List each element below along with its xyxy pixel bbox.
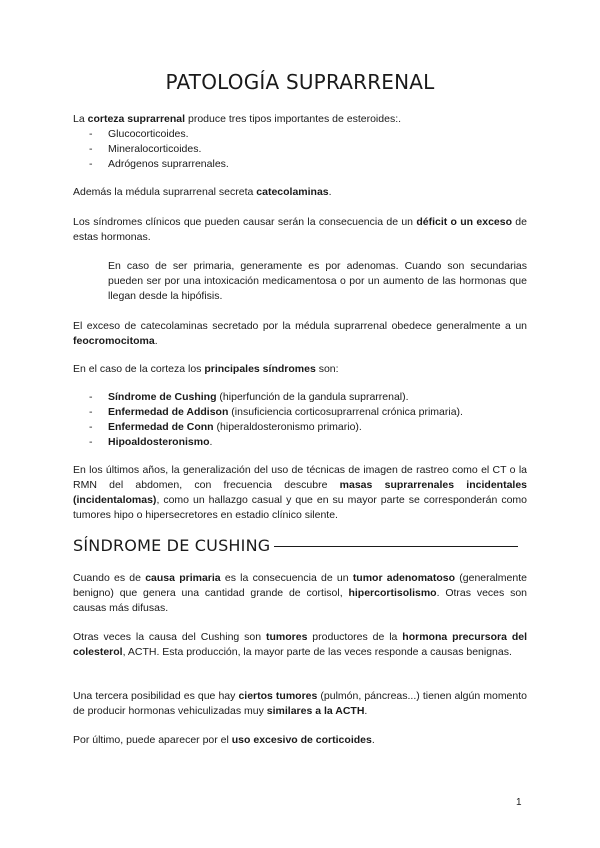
text: son:	[315, 363, 339, 375]
syndrome-list	[73, 390, 527, 450]
steroid-list	[73, 127, 527, 172]
text: .	[371, 734, 375, 746]
text: (insuficiencia corticosuprarrenal crónica primaria).	[228, 406, 463, 418]
list-dash: -	[89, 143, 93, 155]
paragraph-causa-primaria	[73, 571, 527, 616]
bold-text: Síndrome de Cushing	[108, 391, 217, 403]
bold-text: similares a la ACTH	[266, 705, 365, 717]
bold-text: tumores	[265, 631, 308, 643]
text: (pulmón, páncreas...) tienen algún momento de producir hormonas vehiculizadas muy	[73, 690, 527, 717]
list-item	[73, 435, 527, 450]
paragraph-incidentalomas	[73, 463, 527, 523]
text: Por último, puede aparecer por el	[73, 734, 232, 746]
paragraph-indented-note: En caso de ser primaria, generamente es por adenomas. Cuando son secundarias pueden ser por una intoxicación medicamentosa o por un aumento de las hormonas que llegan desde la hipófisis.	[108, 260, 527, 302]
list-dash: -	[89, 406, 93, 418]
text: El exceso de catecolaminas secretado por la médula suprarrenal obedece generalmente a un	[73, 320, 527, 332]
bold-text: hipercortisolismo	[348, 587, 437, 599]
bold-text: uso excesivo de corticoides	[231, 734, 372, 746]
text: .	[328, 186, 332, 198]
text: produce tres tipos importantes de esteroides:.	[185, 113, 402, 125]
list-dash: -	[89, 128, 93, 140]
text: .	[209, 436, 213, 448]
list-dash: -	[89, 391, 93, 403]
paragraph-catecolaminas	[73, 185, 527, 200]
bold-text: feocromocitoma	[73, 335, 155, 347]
bold-text: Enfermedad de Addison	[108, 406, 229, 418]
bold-text: principales síndromes	[204, 363, 316, 375]
bold-text: corteza suprarrenal	[87, 113, 186, 125]
list-item	[73, 420, 527, 435]
text: .	[364, 705, 368, 717]
list-dash: -	[89, 436, 93, 448]
text: Los síndromes clínicos que pueden causar serán la consecuencia de un	[73, 216, 417, 228]
bold-text: causa primaria	[145, 572, 221, 584]
paragraph-sindromes	[73, 215, 527, 245]
text: .	[154, 335, 158, 347]
section-heading-cushing	[73, 536, 527, 555]
text: (hiperaldosteronismo primario).	[213, 421, 362, 433]
text: Otras veces la causa del Cushing son	[73, 631, 266, 643]
list-dash: -	[89, 421, 93, 433]
paragraph-intro	[73, 112, 527, 127]
text: Además la médula suprarrenal secreta	[73, 186, 257, 198]
text: (generalmente benigno) que genera una cantidad grande de cortisol,	[73, 572, 527, 599]
bold-text: hormona precursora del colesterol	[73, 631, 528, 658]
text: . Otras veces son causas más difusas.	[73, 587, 528, 614]
bold-text: masas suprarrenales incidentales (incidentalomas)	[73, 479, 527, 506]
heading-text: SÍNDROME DE CUSHING	[73, 536, 271, 555]
list-dash: -	[89, 158, 93, 170]
list-item	[73, 390, 527, 405]
list-item	[73, 405, 527, 420]
bold-text: tumor adenomatoso	[352, 572, 456, 584]
paragraph-corticoides	[73, 733, 527, 748]
text: de estas hormonas.	[73, 216, 527, 243]
page-number: 1	[516, 797, 522, 808]
text: Cuando es de	[73, 572, 146, 584]
text: Una tercera posibilidad es que hay	[73, 690, 239, 702]
text: , ACTH. Esta producción, la mayor parte de las veces responde a causas benignas.	[122, 646, 512, 658]
text: En los últimos años, la generalización del uso de técnicas de imagen de rastreo como el CT o la RMN del abdomen, con frecuencia descubre	[73, 464, 527, 491]
text: En el caso de la corteza los	[73, 363, 205, 375]
bold-text: Enfermedad de Conn	[108, 421, 214, 433]
list-item	[73, 157, 527, 172]
list-item	[73, 127, 527, 142]
list-item-text: Adrógenos suprarrenales.	[108, 158, 229, 170]
paragraph-tercera	[73, 689, 527, 719]
text: (hiperfunción de la gandula suprarrenal).	[216, 391, 409, 403]
paragraph-principales	[73, 362, 527, 377]
text: La	[73, 113, 88, 125]
bold-text: ciertos tumores	[238, 690, 318, 702]
text: es la consecuencia de un	[220, 572, 353, 584]
page-title: PATOLOGÍA SUPRARRENAL	[165, 70, 435, 94]
bold-text: Hipoaldosteronismo	[108, 436, 210, 448]
paragraph-acth	[73, 630, 527, 660]
list-item-text: Mineralocorticoides.	[108, 143, 202, 155]
bold-text: déficit o un exceso	[416, 216, 512, 228]
text: productores de la	[307, 631, 403, 643]
bold-text: catecolaminas	[256, 186, 329, 198]
list-item-text: Glucocorticoides.	[108, 128, 189, 140]
list-item	[73, 142, 527, 157]
heading-rule	[274, 546, 518, 547]
paragraph-feocromocitoma	[73, 319, 527, 349]
text: , como un hallazgo casual y que en su mayor parte se corresponderán como tumores hipo o hipersecretores en estadio clínico silente.	[73, 494, 527, 521]
